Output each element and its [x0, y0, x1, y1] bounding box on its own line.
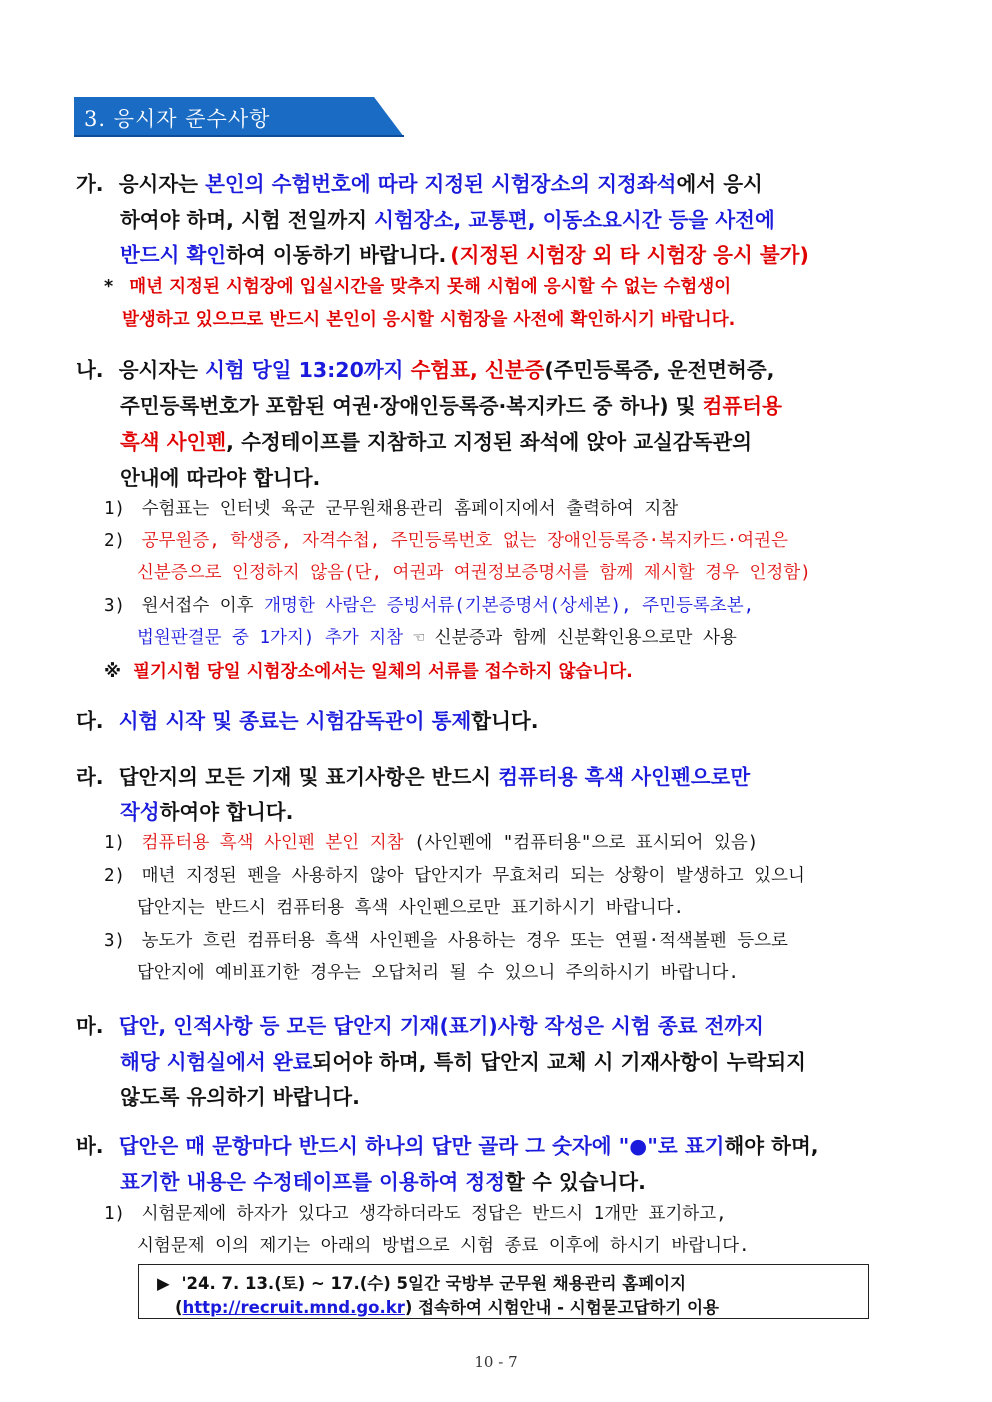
- text: 농도가 흐린 컴퓨터용 흑색 사인펜을 사용하는 경우 또는 연필·적색볼펜 등으로: [141, 931, 788, 951]
- text-highlight: 답안은 매 문항마다 반드시 하나의 답만 골라 그 숫자에 "●"로 표기: [118, 1134, 725, 1158]
- sec-ma-label: 마.: [76, 1014, 104, 1038]
- text-warning: 흑색 사인펜: [120, 430, 227, 454]
- sec-ra-item-2-cont: 답안지는 반드시 컴퓨터용 흑색 사인펜으로만 표기하시기 바랍니다.: [137, 898, 685, 918]
- reference-mark: ※: [104, 662, 122, 682]
- sec-na-line-2: [120, 389, 782, 419]
- sec-na-item-2: [104, 527, 788, 552]
- sec-ga-line-1: [76, 167, 763, 197]
- text-highlight: 표기한 내용은 수정테이프를 이용하여 정정: [120, 1170, 506, 1194]
- text: 에서 응시: [676, 172, 763, 196]
- asterisk-mark: *: [104, 277, 114, 297]
- sec-na-item-3: [104, 592, 754, 617]
- text-warning: 매년 지정된 시험장에 입실시간을 맞추지 못해 시험에 응시할 수 없는 수험생이: [129, 277, 732, 297]
- text-warning: 컴퓨터용: [702, 394, 782, 418]
- text-highlight: 시험장소, 교통편, 이동소요시간 등을 사전에: [374, 208, 775, 232]
- text: 되어야 하며, 특히 답안지 교체 시 기재사항이 누락되지: [312, 1050, 806, 1074]
- text-warning: 수험표, 신분증: [410, 358, 545, 382]
- text: 응시자는: [118, 172, 206, 196]
- sec-na-item-1: [104, 495, 678, 520]
- text-highlight: 시험 당일 13:20까지: [205, 358, 411, 382]
- item-number: 1): [104, 499, 126, 519]
- text-warning: 공무원증, 학생증, 자격수첩, 주민등록번호 없는 장애인등록증·복지카드·여권은: [141, 531, 788, 551]
- sec-ma-line-1: [76, 1009, 764, 1039]
- sec-ra-line-2: [120, 795, 293, 825]
- notice-box: [138, 1264, 869, 1319]
- sec-ga-line-3: [120, 238, 809, 268]
- section-title: 3. 응시자 준수사항: [84, 107, 271, 131]
- text: 하여야 합니다.: [159, 800, 294, 824]
- text: , 수정테이프를 지참하고 지정된 좌석에 앉아 교실감독관의: [226, 430, 753, 454]
- sec-na-warning: [104, 658, 633, 683]
- sec-ra-item-3-cont: 답안지에 예비표기한 경우는 오답처리 될 수 있으니 주의하시기 바랍니다.: [137, 963, 739, 983]
- recruit-site-link[interactable]: http://recruit.mnd.go.kr: [182, 1298, 405, 1317]
- text-warning: 컴퓨터용 흑색 사인펜 본인 지참: [141, 833, 404, 853]
- text-highlight: 개명한 사람은 증빙서류(기본증명서(상세본), 주민등록초본,: [264, 596, 755, 616]
- text: 할 수 있습니다.: [505, 1170, 646, 1194]
- item-number: 3): [104, 596, 126, 616]
- notice-text: '24. 7. 13.(토) ~ 17.(수) 5일간 국방부 군무원 채용관리 홈페이지: [181, 1274, 687, 1293]
- text: 하여야 하며, 시험 전일까지: [120, 208, 375, 232]
- notice-text: ) 접속하여 시험안내 - 시험묻고답하기 이용: [404, 1298, 719, 1317]
- text-highlight: 법원판결문 중 1가지) 추가 지참: [137, 628, 404, 648]
- notice-line-1: [157, 1270, 686, 1294]
- sec-ga-line-2: [120, 203, 775, 233]
- sec-ma-line-3: 않도록 유의하기 바랍니다.: [120, 1085, 360, 1109]
- sec-ra-label: 라.: [76, 765, 104, 789]
- sec-da-line-1: [76, 704, 538, 734]
- text: 수험표는 인터넷 육군 군무원채용관리 홈페이지에서 출력하여 지참: [141, 499, 679, 519]
- triangle-right-icon: ▶: [157, 1274, 170, 1293]
- text-highlight: 작성: [120, 800, 160, 824]
- item-number: 1): [104, 833, 126, 853]
- text-highlight: 시험 시작 및 종료는 시험감독관이 통제: [118, 709, 472, 733]
- sec-na-line-4: 안내에 따라야 합니다.: [120, 466, 321, 490]
- item-number: 2): [104, 531, 126, 551]
- text-highlight: 답안, 인적사항 등 모든 답안지 기재(표기)사항 작성은 시험 종료 전까지: [118, 1014, 764, 1038]
- text: 매년 지정된 펜을 사용하지 않아 답안지가 무효처리 되는 상황이 발생하고 있으니: [141, 866, 805, 886]
- text: 원서접수 이후: [141, 596, 265, 616]
- text: ☜ 신분증과 함께 신분확인용으로만 사용: [403, 628, 737, 648]
- sec-na-item-2-cont: 신분증으로 인정하지 않음(단, 여권과 여권정보증명서를 함께 제시할 경우 인정함): [137, 563, 811, 583]
- text-highlight: 컴퓨터용 흑색 사인펜으로만: [498, 765, 751, 789]
- text-highlight: 반드시 확인: [120, 243, 227, 267]
- text-warning: 필기시험 당일 시험장소에서는 일체의 서류를 접수하지 않습니다.: [133, 662, 633, 682]
- sec-ga-note-1: [104, 273, 731, 298]
- sec-ba-item-1-cont: 시험문제 이의 제기는 아래의 방법으로 시험 종료 이후에 하시기 바랍니다.: [137, 1236, 750, 1256]
- item-number: 2): [104, 866, 126, 886]
- sec-ra-item-2: [104, 862, 805, 887]
- sec-ra-item-1: [104, 829, 758, 854]
- text: 응시자는: [118, 358, 206, 382]
- sec-ga-note-2: 발생하고 있으므로 반드시 본인이 응시할 시험장을 사전에 확인하시기 바랍니다.: [122, 310, 736, 330]
- sec-ba-line-2: [120, 1165, 646, 1195]
- text: 합니다.: [471, 709, 539, 733]
- sec-na-line-1: [76, 353, 774, 383]
- text: 하여 이동하기 바랍니다.: [226, 243, 447, 267]
- sec-ba-item-1: [104, 1200, 727, 1225]
- text: 시험문제에 하자가 있다고 생각하더라도 정답은 반드시 1개만 표기하고,: [141, 1204, 727, 1224]
- sec-na-line-3: [120, 425, 752, 455]
- sec-na-label: 나.: [76, 358, 104, 382]
- text-highlight: 해당 시험실에서 완료: [120, 1050, 313, 1074]
- sec-da-label: 다.: [76, 709, 104, 733]
- page-number: 10 - 7: [474, 1353, 518, 1371]
- sec-ba-line-1: [76, 1129, 819, 1159]
- item-number: 1): [104, 1204, 126, 1224]
- text: (사인펜에 "컴퓨터용"으로 표시되어 있음): [403, 833, 759, 853]
- notice-line-2: [175, 1294, 719, 1318]
- text-warning: (지정된 시험장 외 타 시험장 응시 불가): [450, 243, 809, 267]
- text: (주민등록증, 운전면허증,: [544, 358, 775, 382]
- sec-ra-line-1: [76, 760, 750, 790]
- notice-text: (: [175, 1298, 183, 1317]
- sec-ma-line-2: [120, 1045, 806, 1075]
- sec-ga-label: 가.: [76, 172, 104, 196]
- sec-ra-item-3: [104, 927, 788, 952]
- item-number: 3): [104, 931, 126, 951]
- text-highlight: 본인의 수험번호에 따라 지정된 시험장소의 지정좌석: [205, 172, 677, 196]
- text: 주민등록번호가 포함된 여권·장애인등록증·복지카드 중 하나) 및: [120, 394, 703, 418]
- section-header: [74, 97, 404, 137]
- sec-ba-label: 바.: [76, 1134, 104, 1158]
- text: 해야 하며,: [724, 1134, 819, 1158]
- sec-na-item-3-cont: [137, 624, 737, 649]
- text: 답안지의 모든 기재 및 표기사항은 반드시: [118, 765, 499, 789]
